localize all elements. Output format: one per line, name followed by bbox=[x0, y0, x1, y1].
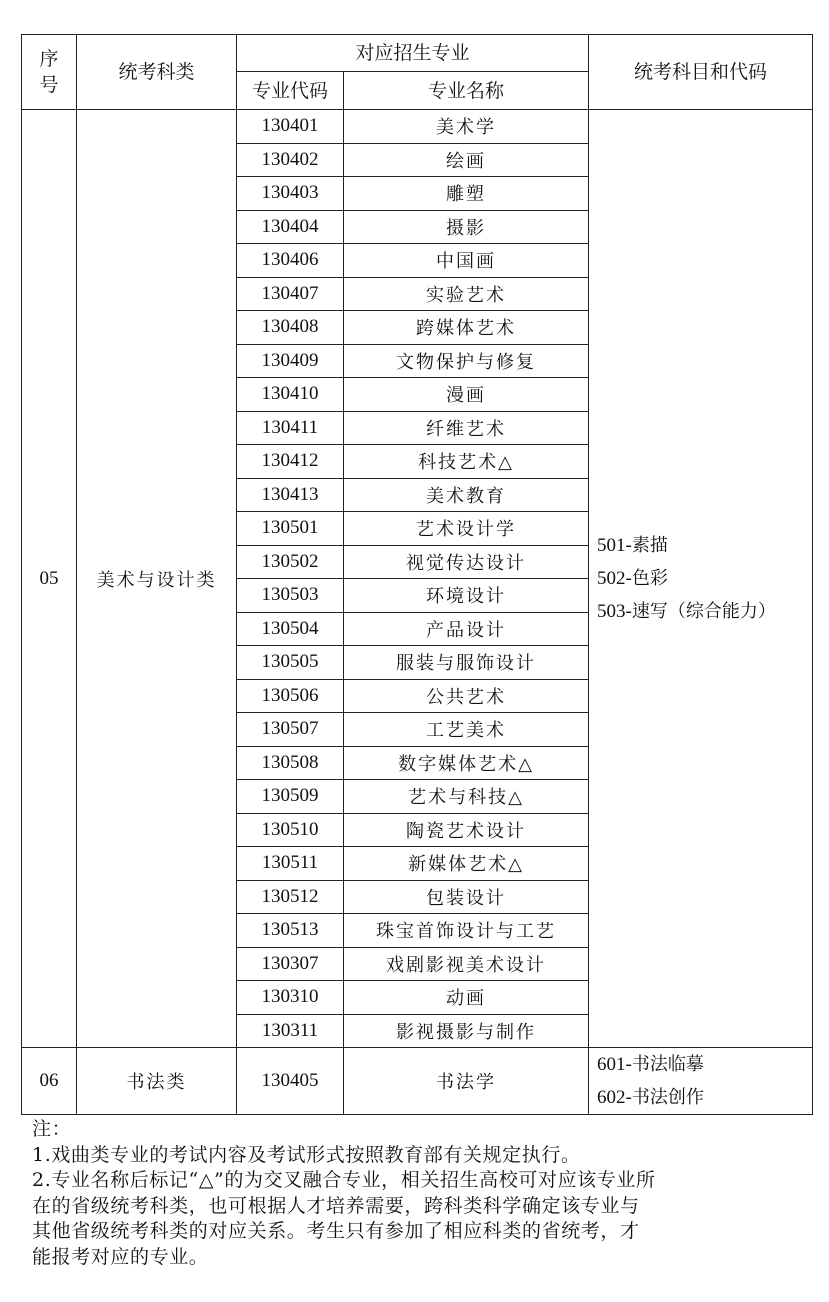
cell-major-name: 实验艺术 bbox=[344, 277, 589, 311]
cell-major-code: 130413 bbox=[237, 478, 344, 512]
cell-major-name: 文物保护与修复 bbox=[344, 344, 589, 378]
subject-code: 503 bbox=[597, 601, 626, 622]
cell-major-name: 美术学 bbox=[344, 110, 589, 144]
cell-major-name: 新媒体艺术△ bbox=[344, 847, 589, 881]
cell-major-name: 产品设计 bbox=[344, 612, 589, 646]
cell-subjects bbox=[589, 1048, 813, 1115]
cell-major-code: 130401 bbox=[237, 110, 344, 144]
cell-major-code: 130510 bbox=[237, 813, 344, 847]
cell-major-code: 130307 bbox=[237, 947, 344, 981]
cell-major-name: 包装设计 bbox=[344, 880, 589, 914]
cell-major-code: 130501 bbox=[237, 512, 344, 546]
subject-item: 602-书法创作 bbox=[597, 1087, 704, 1108]
header-seq-line1: 序 bbox=[39, 48, 59, 70]
table-body bbox=[22, 110, 813, 1115]
cell-major-name: 公共艺术 bbox=[344, 679, 589, 713]
cell-seq: 05 bbox=[22, 110, 77, 1048]
subject-item: 503-速写（综合能力） bbox=[597, 601, 776, 622]
cell-major-code: 130509 bbox=[237, 780, 344, 814]
cell-major-name: 数字媒体艺术△ bbox=[344, 746, 589, 780]
cell-major-name: 艺术设计学 bbox=[344, 512, 589, 546]
subject-code: 602 bbox=[597, 1087, 626, 1108]
cell-major-code: 130504 bbox=[237, 612, 344, 646]
subject-item: 501-素描 bbox=[597, 535, 668, 556]
subject-name: 色彩 bbox=[631, 568, 668, 589]
cell-major-code: 130411 bbox=[237, 411, 344, 445]
cell-major-code: 130406 bbox=[237, 244, 344, 278]
cell-major-code: 130310 bbox=[237, 981, 344, 1015]
header-category: 统考科类 bbox=[77, 35, 237, 110]
cell-major-code: 130405 bbox=[237, 1048, 344, 1115]
header-seq-line2: 号 bbox=[39, 74, 59, 96]
cell-major-name: 工艺美术 bbox=[344, 713, 589, 747]
subject-name: 素描 bbox=[631, 535, 668, 556]
major-mapping-table bbox=[21, 34, 813, 1115]
cell-major-name: 动画 bbox=[344, 981, 589, 1015]
cell-major-code: 130403 bbox=[237, 177, 344, 211]
subject-code: 502 bbox=[597, 568, 626, 589]
cell-major-code: 130507 bbox=[237, 713, 344, 747]
note-line: 2.专业名称后标记“△”的为交叉融合专业，相关招生高校可对应该专业所 bbox=[32, 1169, 656, 1191]
subject-name: 书法创作 bbox=[631, 1087, 704, 1108]
cell-category: 美术与设计类 bbox=[77, 110, 237, 1048]
header-subjects: 统考科目和代码 bbox=[589, 35, 813, 110]
cell-major-name: 陶瓷艺术设计 bbox=[344, 813, 589, 847]
cell-major-name: 雕塑 bbox=[344, 177, 589, 211]
header-major-code: 专业代码 bbox=[237, 72, 344, 110]
subject-code: 601 bbox=[597, 1054, 626, 1075]
cell-major-name: 科技艺术△ bbox=[344, 445, 589, 479]
subject-name: 书法临摹 bbox=[631, 1054, 704, 1075]
cell-major-name: 中国画 bbox=[344, 244, 589, 278]
subject-code: 501 bbox=[597, 535, 626, 556]
cell-major-name: 艺术与科技△ bbox=[344, 780, 589, 814]
note-line: 能报考对应的专业。 bbox=[32, 1245, 209, 1268]
cell-major-code: 130402 bbox=[237, 143, 344, 177]
cell-category: 书法类 bbox=[77, 1048, 237, 1115]
cell-major-code: 130409 bbox=[237, 344, 344, 378]
cell-major-code: 130513 bbox=[237, 914, 344, 948]
subject-name: 速写（综合能力） bbox=[631, 601, 776, 622]
note-line: 1.戏曲类专业的考试内容及考试形式按照教育部有关规定执行。 bbox=[32, 1143, 581, 1166]
header-major-name: 专业名称 bbox=[344, 72, 589, 110]
cell-major-name: 珠宝首饰设计与工艺 bbox=[344, 914, 589, 948]
cell-major-code: 130512 bbox=[237, 880, 344, 914]
table-row bbox=[22, 1048, 813, 1115]
cell-major-name: 视觉传达设计 bbox=[344, 545, 589, 579]
cell-major-code: 130410 bbox=[237, 378, 344, 412]
cell-major-code: 130511 bbox=[237, 847, 344, 881]
notes-title: 注： bbox=[32, 1118, 72, 1140]
table-row bbox=[22, 110, 813, 144]
cell-major-code: 130502 bbox=[237, 545, 344, 579]
note-line: 在的省级统考科类，也可根据人才培养需要，跨科类科学确定该专业与 bbox=[32, 1194, 640, 1217]
cell-major-name: 环境设计 bbox=[344, 579, 589, 613]
cell-major-name: 摄影 bbox=[344, 210, 589, 244]
header-seq bbox=[22, 35, 77, 110]
cell-major-code: 130508 bbox=[237, 746, 344, 780]
cell-major-name: 影视摄影与制作 bbox=[344, 1014, 589, 1048]
subject-item: 601-书法临摹 bbox=[597, 1054, 704, 1075]
cell-major-name: 漫画 bbox=[344, 378, 589, 412]
header-major-group: 对应招生专业 bbox=[237, 35, 589, 72]
cell-major-code: 130506 bbox=[237, 679, 344, 713]
cell-major-code: 130412 bbox=[237, 445, 344, 479]
cell-major-name: 跨媒体艺术 bbox=[344, 311, 589, 345]
notes-section bbox=[32, 1117, 827, 1270]
cell-major-code: 130407 bbox=[237, 277, 344, 311]
cell-major-code: 130503 bbox=[237, 579, 344, 613]
subject-item: 502-色彩 bbox=[597, 568, 668, 589]
cell-major-code: 130404 bbox=[237, 210, 344, 244]
cell-subjects bbox=[589, 110, 813, 1048]
cell-major-name: 美术教育 bbox=[344, 478, 589, 512]
cell-major-name: 书法学 bbox=[344, 1048, 589, 1115]
cell-major-code: 130408 bbox=[237, 311, 344, 345]
note-line: 其他省级统考科类的对应关系。考生只有参加了相应科类的省统考，才 bbox=[32, 1220, 640, 1242]
cell-major-name: 戏剧影视美术设计 bbox=[344, 947, 589, 981]
cell-major-name: 服装与服饰设计 bbox=[344, 646, 589, 680]
cell-major-name: 纤维艺术 bbox=[344, 411, 589, 445]
cell-seq: 06 bbox=[22, 1048, 77, 1115]
cell-major-name: 绘画 bbox=[344, 143, 589, 177]
cell-major-code: 130311 bbox=[237, 1014, 344, 1048]
cell-major-code: 130505 bbox=[237, 646, 344, 680]
